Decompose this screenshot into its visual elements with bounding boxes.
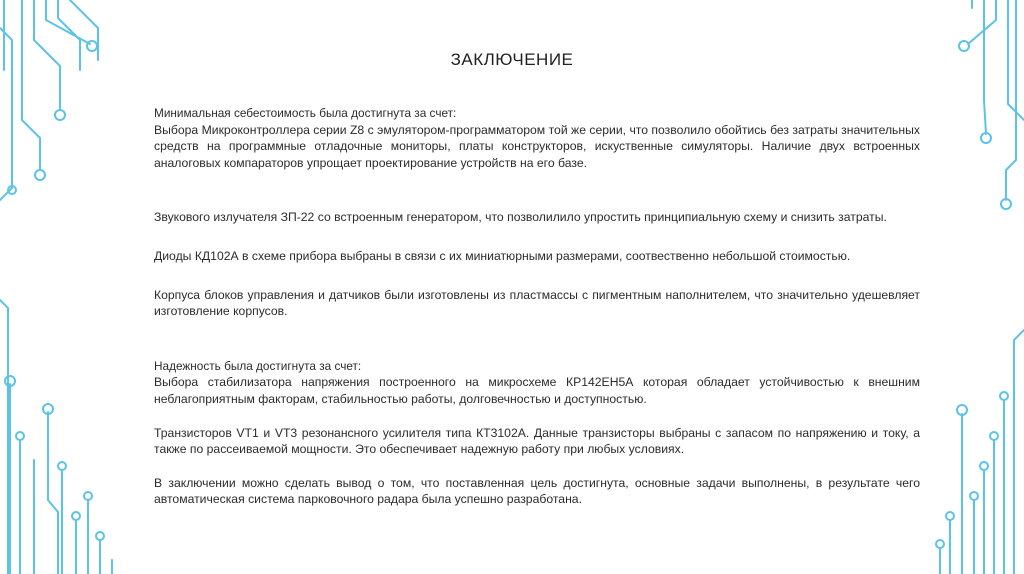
reliability-transistors-paragraph: Транзисторов VT1 и VT3 резонансного усилителя типа КТ3102А. Данные транзисторы выбраны с запасом по напряжению и току, а также по рассеиваемой мощности. Это обеспечивает надежную работу при любых условиях. <box>154 425 920 457</box>
cost-cases-paragraph: Корпуса блоков управления и датчиков были изготовлены из пластмассы с пигментным наполнителем, что значительно удешевляет изготовление корпусов. <box>154 287 920 319</box>
cost-intro: Минимальная себестоимость была достигнута за счет: <box>154 106 457 120</box>
cost-diodes-paragraph: Диоды КД102А в схеме прибора выбраны в связи с их миниатюрными размерами, соотвественно небольшой стоимостью. <box>154 248 851 263</box>
reliability-intro: Надежность была достигнута за счет: <box>154 358 362 373</box>
slide-body <box>154 105 920 508</box>
conclusion-paragraph: В заключении можно сделать вывод о том, что поставленная цель достигнута, основные задачи выполнены, в результате чего автоматическая система парковочного радара была успешно разработана. <box>154 475 920 507</box>
cost-mcu-paragraph: Выбора Микроконтроллера серии Z8 с эмулятором-программатором той же серии, что позволило обойтись без затраты значительных средств на программные отладочные мониторы, платы конструкторов, искуственные симуляторы. Наличие двух встроенных аналоговых компараторов упрощает проектирование устройств на его базе. <box>154 122 920 170</box>
slide-title: ЗАКЛЮЧЕНИЕ <box>450 50 574 69</box>
reliability-stabilizer-paragraph: Выбора стабилизатора напряжения построенного на микросхеме КР142ЕН5А которая обладает устойчивостью к внешним неблагоприятным факторам, стабильностью работы, долговечностью и доступностью. <box>154 375 920 406</box>
cost-buzzer-paragraph: Звукового излучателя ЗП-22 со встроенным генератором, что позволилило упростить принципиальную схему и снизить затраты. <box>154 210 887 225</box>
